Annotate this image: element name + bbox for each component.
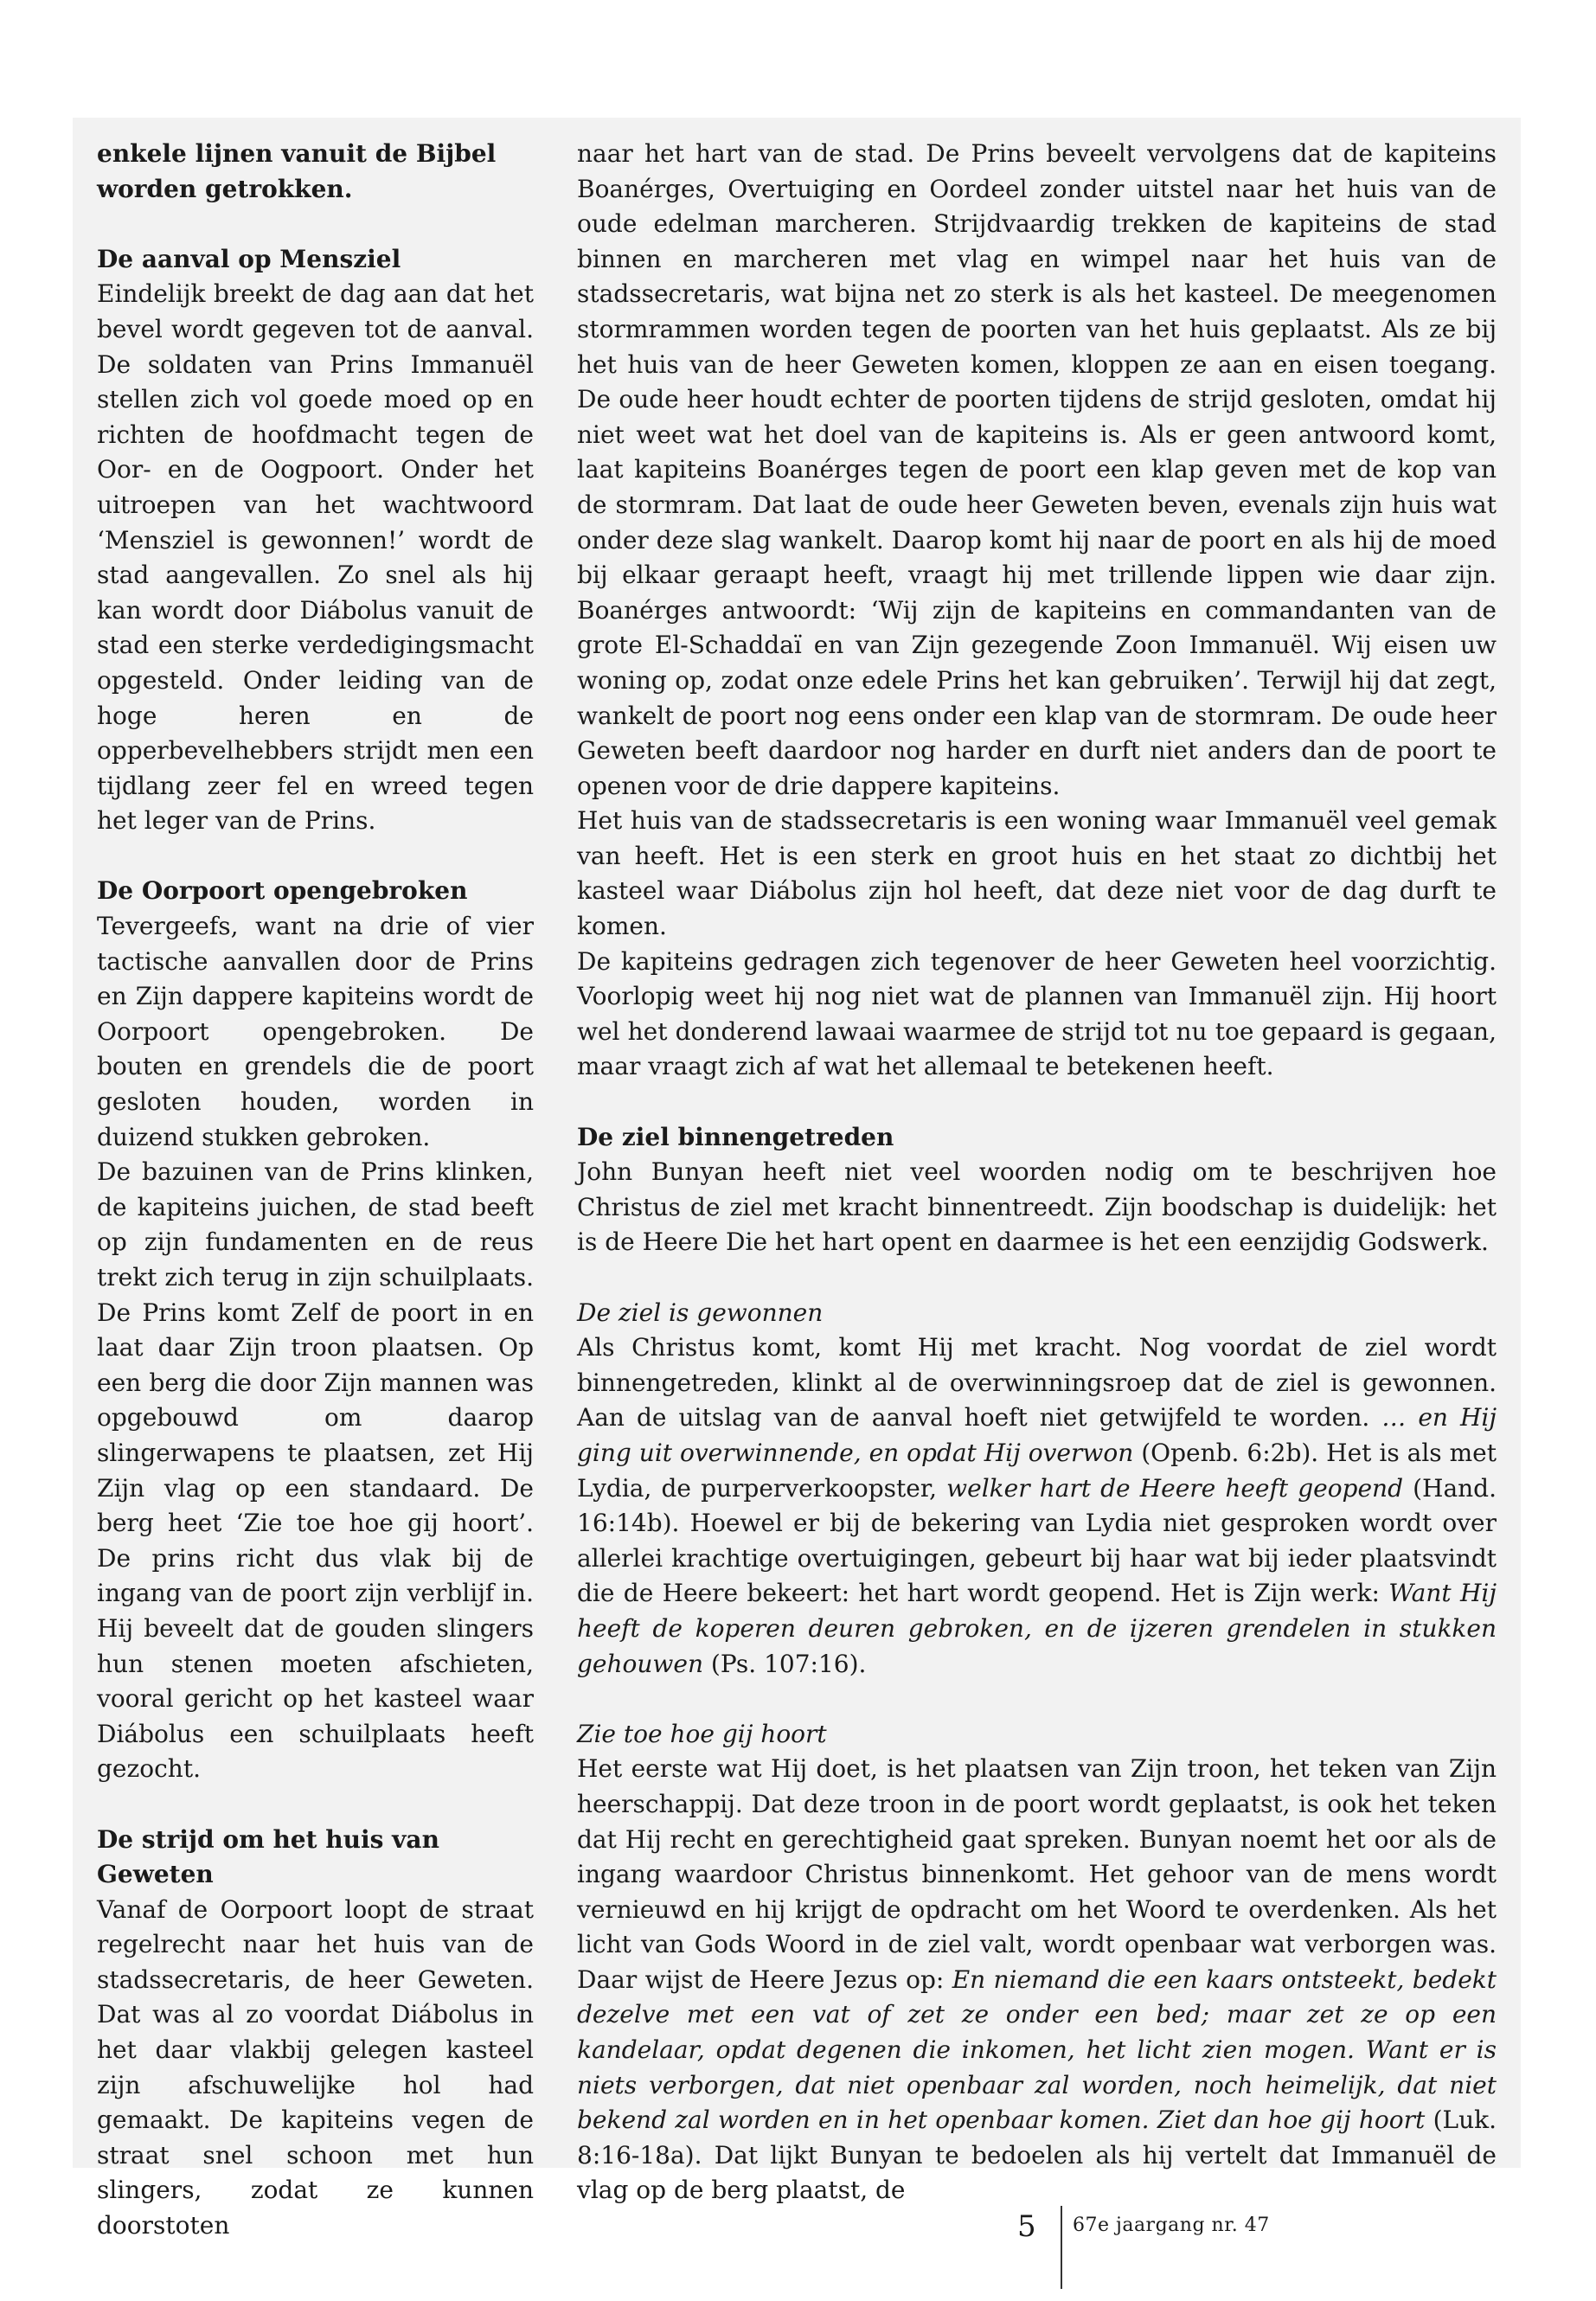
subheading-ziel-gewonnen: De ziel is gewonnen bbox=[577, 1298, 824, 1327]
paragraph: De kapiteins gedragen zich tegenover de heer Geweten heel voorzichtig. Voorlopig weet hij nog niet wat de plannen van Immanuël zijn. Hij hoort wel het donderend lawaai waarmee de strijd tot nu toe gepaard is gegaan, maar vraagt zich af wat het allemaal te betekenen heeft. bbox=[577, 946, 1497, 1081]
left-column bbox=[97, 137, 534, 2244]
footer-divider bbox=[1061, 2206, 1062, 2289]
page-number: 5 bbox=[1017, 2209, 1036, 2244]
page-footer bbox=[0, 2206, 1596, 2266]
section-heading-aanval: De aanval op Mensziel bbox=[97, 244, 401, 273]
paragraph: John Bunyan heeft niet veel woorden nodig om te beschrijven hoe Christus de ziel met kracht binnentreedt. Zijn boodschap is duidelijk: het is de Heere Die het hart opent en daarmee is het een eenzijdig Godswerk. bbox=[577, 1157, 1497, 1257]
paragraph: Eindelijk breekt de dag aan dat het bevel wordt gegeven tot de aanval. De soldaten van Prins Immanuël stellen zich vol goede moed op en richten de hoofdmacht tegen de Oor- en de Oogpoort. Onder het uitroepen van het wachtwoord ‘Mensziel is gewonnen!’ wordt de stad aangevallen. Zo snel als hij kan wordt door Diábolus vanuit de stad een sterke verdedigingsmacht opgesteld. Onder leiding van de hoge heren en de opperbevelhebbers strijdt men een tijdlang zeer fel en wreed tegen het leger van de Prins. bbox=[97, 279, 534, 836]
paragraph: Tevergeefs, want na drie of vier tactische aanvallen door de Prins en Zijn dappere kapiteins wordt de Oorpoort opengebroken. De bouten en grendels die de poort gesloten houden, worden in duizend stukken gebroken. bbox=[97, 912, 534, 1151]
subheading-zie-toe: Zie toe hoe gij hoort bbox=[577, 1719, 827, 1748]
section-heading-geweten: De strijd om het huis van Geweten bbox=[97, 1824, 439, 1889]
paragraph-ziel-gewonnen: Als Christus komt, komt Hij met kracht. Nog voordat de ziel wordt binnengetreden, klinkt al de overwinningsroep dat de ziel is gewonnen. Aan de uitslag van de aanval hoeft niet getwijfeld te worden. … en Hij ging uit overwinnende, en opdat Hij overwon (Openb. 6:2b). Het is als met Lydia, de purperverkoopster, welker hart de Heere heeft geopend (Hand. 16:14b). Hoewel er bij de bekering van Lydia niet gesproken wordt over allerlei krachtige overtuigingen, gebeurt bij haar wat bij ieder plaatsvindt die de Heere bekeert: het hart wordt geopend. Het is Zijn werk: Want Hij heeft de koperen deuren gebroken, en de ijzeren grendelen in stukken gehouwen (Ps. 107:16). bbox=[577, 1333, 1497, 1678]
issue-label: 67e jaargang nr. 47 bbox=[1073, 2214, 1270, 2236]
paragraph: Het huis van de stadssecretaris is een woning waar Immanuël veel gemak van heeft. Het is een sterk en groot huis en het staat zo dichtbij het kasteel waar Diábolus zijn hol heeft, dat deze niet voor de dag durft te komen. bbox=[577, 806, 1497, 941]
paragraph-zie-toe: Het eerste wat Hij doet, is het plaatsen van Zijn troon, het teken van Zijn heerschappij. Dat deze troon in de poort wordt geplaatst, is ook het teken dat Hij recht en gerechtigheid gaat spreken. Bunyan noemt het oor als de ingang waardoor Christus binnenkomt. Het gehoor van de mens wordt vernieuwd en hij krijgt de opdracht om het Woord te overdenken. Als het licht van Gods Woord in de ziel valt, wordt openbaar wat verborgen was. Daar wijst de Heere Jezus op: En niemand die een kaars ontsteekt, bedekt dezelve met een vat of zet ze onder een bed; maar zet ze op een kandelaar, opdat degenen die inkomen, het licht zien mogen. Want er is niets verborgen, dat niet openbaar zal worden, noch heimelijk, dat niet bekend zal worden en in het openbaar komen. Ziet dan hoe gij hoort (Luk. 8:16-18a). Dat lijkt Bunyan te bedoelen als hij vertelt dat Immanuël de vlag op de berg plaatst, de bbox=[577, 1754, 1497, 2205]
paragraph: naar het hart van de stad. De Prins beveelt vervolgens dat de kapiteins Boanérges, Overtuiging en Oordeel zonder uitstel naar het huis van de oude edelman marcheren. Strijdvaardig trekken de kapiteins de stad binnen en marcheren met vlag en wimpel naar het huis van de stadssecretaris, wat bijna net zo sterk is als het kasteel. De meegenomen stormrammen worden tegen de poorten van het huis geplaatst. Als ze bij het huis van de heer Geweten komen, kloppen ze aan en eisen toegang. De oude heer houdt echter de poorten tijdens de strijd gesloten, omdat hij niet weet wat het doel van de kapiteins is. Als er geen antwoord komt, laat kapiteins Boanérges tegen de poort een klap geven met de kop van de stormram. Dat laat de oude heer Geweten beven, evenals zijn huis wat onder deze slag wankelt. Daarop komt hij naar de poort en als hij de moed bij elkaar geraapt heeft, vraagt hij met trillende lippen wie daar zijn. Boanérges antwoordt: ‘Wij zijn de kapiteins en commandanten van de grote El-Schaddaï en van Zijn gezegende Zoon Immanuël. Wij eisen uw woning op, zodat onze edele Prins het kan gebruiken’. Terwijl hij dat zegt, wankelt de poort nog eens onder een klap van de stormram. De oude heer Geweten beeft daardoor nog harder en durft niet anders dan de poort te openen voor de drie dappere kapiteins. bbox=[577, 139, 1497, 800]
paragraph: Vanaf de Oorpoort loopt de straat regelrecht naar het huis van de stadssecretaris, de heer Geweten. Dat was al zo voordat Diábolus in het daar vlakbij gelegen kasteel zijn afschuwelijke hol had gemaakt. De kapiteins vegen de straat snel schoon met hun slingers, zodat ze kunnen doorstoten bbox=[97, 1894, 534, 2240]
right-column bbox=[577, 137, 1497, 2208]
lead-text: enkele lijnen vanuit de Bijbel worden getrokken. bbox=[97, 139, 497, 203]
section-heading-ziel: De ziel binnengetreden bbox=[577, 1122, 894, 1151]
paragraph: De bazuinen van de Prins klinken, de kapiteins juichen, de stad beeft op zijn fundamenten en de reus trekt zich terug in zijn schuilplaats. De Prins komt Zelf de poort in en laat daar Zijn troon plaatsen. Op een berg die door Zijn mannen was opgebouwd om daarop slingerwapens te plaatsen, zet Hij Zijn vlag op een standaard. De berg heet ‘Zie toe hoe gij hoort’. De prins richt dus vlak bij de ingang van de poort zijn verblijf in. Hij beveelt dat de gouden slingers hun stenen moeten afschieten, vooral gericht op het kasteel waar Diábolus een schuilplaats heeft gezocht. bbox=[97, 1157, 534, 1784]
section-heading-oorpoort: De Oorpoort opengebroken bbox=[97, 876, 468, 906]
